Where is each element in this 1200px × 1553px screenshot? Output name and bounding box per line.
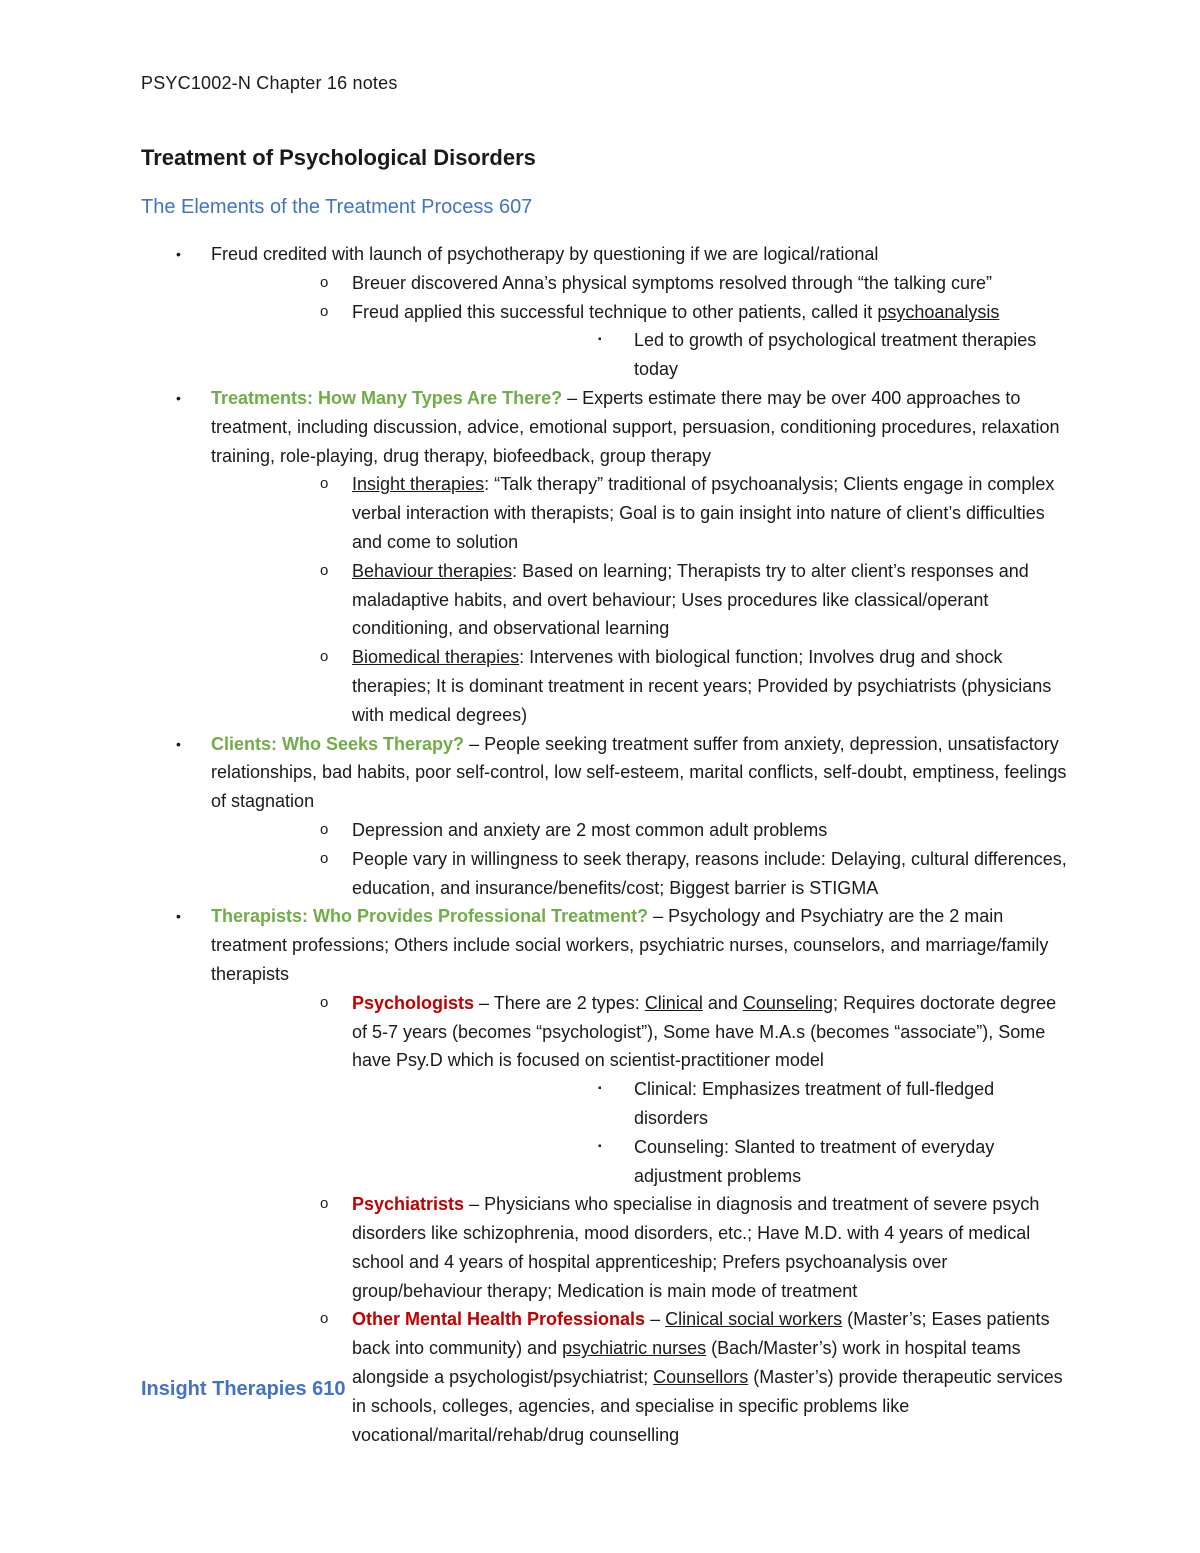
- list-item-text: : Intervenes with biological function; Involves drug and shock therapies; It is dominant treatment in recent years; Provided by psychiatrists (physicians with medical degrees): [352, 647, 1052, 725]
- bullet-icon: •: [176, 246, 181, 262]
- list-item-text: Clinical: Emphasizes treatment of full-fledged disorders: [634, 1079, 995, 1128]
- profession-label: Other Mental Health Professionals: [352, 1309, 646, 1330]
- circle-bullet-icon: o: [320, 302, 329, 320]
- list-item-text: : Based on learning; Therapists try to alter client’s responses and maladaptive habits, and overt behaviour; Uses procedures like classical/operant conditioning, and observational learning: [352, 560, 1029, 639]
- list-item-text: – Experts estimate there may be over 400 approaches to treatment, including discussion, advice, emotional support, persuasion, conditioning procedures, relaxation training, role-playing, drug therapy, biofeedback, group therapy: [211, 387, 1060, 466]
- term-counsellors: Counsellors: [653, 1367, 749, 1388]
- list-item-text: – There are 2 types:: [474, 992, 645, 1013]
- sub-sub-list: [281, 326, 1070, 384]
- list-item-text: Depression and anxiety are 2 most common adult problems: [352, 819, 828, 840]
- list-item-text: ; Requires doctorate degree of 5-7 years (becomes “psychologist”), Some have M.A.s (becomes “associate”), Some have Psy.D which is focused on scientist-practitioner model: [352, 992, 1057, 1071]
- list-item-text: People vary in willingness to seek therapy, reasons include: Delaying, cultural differences, education, and insurance/benefits/cost; Biggest barrier is STIGMA: [352, 848, 1067, 898]
- topic-label: Therapists: Who Provides Professional Treatment?: [211, 906, 649, 927]
- list-item-text: (Master’s; Eases patients back into community) and: [352, 1309, 1050, 1359]
- term-clinical: Clinical: [644, 992, 703, 1013]
- list-item-counseling: [281, 1133, 1070, 1191]
- list-item-text: – Psychology and Psychiatry are the 2 main treatment professions; Others include social workers, psychiatric nurses, counselors, and marriage/family therapists: [211, 906, 1049, 984]
- square-bullet-icon: ▪: [598, 1083, 602, 1095]
- list-item-text: Breuer discovered Anna’s physical symptoms resolved through “the talking cure”: [352, 272, 992, 293]
- bullet-list: [0, 240, 1200, 1449]
- bullet-icon: •: [176, 735, 181, 752]
- circle-bullet-icon: o: [320, 1195, 329, 1213]
- list-item-psychologists: [70, 989, 1070, 1191]
- sub-list: [70, 269, 1070, 384]
- list-item-text: Freud credited with launch of psychotherapy by questioning if we are logical/rational: [211, 244, 879, 264]
- bullet-icon: •: [176, 908, 181, 925]
- list-item-text: (Master’s) provide therapeutic services in schools, colleges, agencies, and specialise in specific problems like vocational/marital/rehab/drug counselling: [352, 1367, 1063, 1445]
- document-title: Treatment of Psychological Disorders: [141, 145, 536, 170]
- list-item-treatments: [0, 384, 1200, 730]
- sub-sub-list: [281, 1075, 1070, 1190]
- list-item-breuer: [70, 269, 1070, 298]
- bullet-icon: •: [176, 389, 181, 406]
- list-item-behaviour: [70, 557, 1070, 643]
- term-psychoanalysis: psychoanalysis: [877, 301, 1000, 322]
- list-item-clients: [0, 730, 1200, 903]
- list-item-text: –: [645, 1309, 666, 1330]
- list-item-text: Counseling: Slanted to treatment of everyday adjustment problems: [634, 1136, 995, 1186]
- circle-bullet-icon: o: [320, 820, 329, 838]
- sub-list: [70, 470, 1070, 729]
- term-counseling: Counseling: [742, 992, 833, 1013]
- list-item-text: and: [702, 992, 743, 1013]
- profession-label: Psychiatrists: [352, 1194, 465, 1215]
- list-item-insight: [70, 470, 1070, 556]
- list-item-text: (Bach/Master’s) work in hospital teams alongside a psychologist/psychiatrist;: [352, 1338, 1021, 1388]
- circle-bullet-icon: o: [320, 648, 329, 666]
- term-behaviour-therapies: Behaviour therapies: [352, 560, 513, 581]
- circle-bullet-icon: o: [320, 273, 329, 291]
- list-item-text: : “Talk therapy” traditional of psychoanalysis; Clients engage in complex verbal interaction with therapists; Goal is to gain insight into nature of client’s difficulties and come to solution: [352, 474, 1055, 552]
- list-item-depression: [70, 816, 1070, 845]
- list-item-text: – People seeking treatment suffer from anxiety, depression, unsatisfactory relationships, bad habits, poor self-control, low self-esteem, marital conflicts, self-doubt, emptiness, feelings of stagnation: [211, 733, 1067, 812]
- list-item-freud-applied: [70, 298, 1070, 384]
- circle-bullet-icon: o: [320, 849, 329, 867]
- profession-label: Psychologists: [352, 992, 475, 1013]
- topic-label: Clients: Who Seeks Therapy?: [211, 733, 465, 754]
- section-heading-insight: Insight Therapies 610: [141, 1378, 346, 1400]
- term-biomedical-therapies: Biomedical therapies: [352, 647, 520, 668]
- list-item-text: Led to growth of psychological treatment therapies today: [634, 330, 1037, 380]
- list-item-willingness: [70, 845, 1070, 903]
- term-clinical-social-workers: Clinical social workers: [665, 1309, 843, 1330]
- circle-bullet-icon: o: [320, 993, 329, 1011]
- circle-bullet-icon: o: [320, 475, 329, 493]
- term-psychiatric-nurses: psychiatric nurses: [562, 1338, 707, 1359]
- page-header: PSYC1002-N Chapter 16 notes: [141, 73, 398, 93]
- list-item-clinical: [281, 1075, 1070, 1133]
- list-item-growth: [281, 326, 1070, 384]
- notes-body: [0, 240, 1200, 1449]
- term-insight-therapies: Insight therapies: [352, 474, 485, 495]
- square-bullet-icon: ▪: [598, 1140, 602, 1152]
- list-item-therapists: [0, 902, 1200, 1449]
- list-item-psychiatrists: [70, 1190, 1070, 1305]
- circle-bullet-icon: o: [320, 1310, 329, 1328]
- square-bullet-icon: ▪: [598, 334, 602, 346]
- circle-bullet-icon: o: [320, 561, 329, 579]
- list-item-text: Freud applied this successful technique to other patients, called it: [352, 301, 878, 322]
- topic-label: Treatments: How Many Types Are There?: [211, 387, 563, 408]
- list-item-biomedical: [70, 643, 1070, 729]
- sub-list: [70, 816, 1070, 902]
- list-item-text: – Physicians who specialise in diagnosis and treatment of severe psych disorders like schizophrenia, mood disorders, etc.; Have M.D. with 4 years of medical school and 4 years of hospital apprenticeship; Prefers psychoanalysis over group/behaviour therapy; Medication is main mode of treatment: [352, 1194, 1040, 1301]
- list-item-freud: [0, 240, 1200, 384]
- section-heading-elements: The Elements of the Treatment Process 607: [141, 196, 533, 218]
